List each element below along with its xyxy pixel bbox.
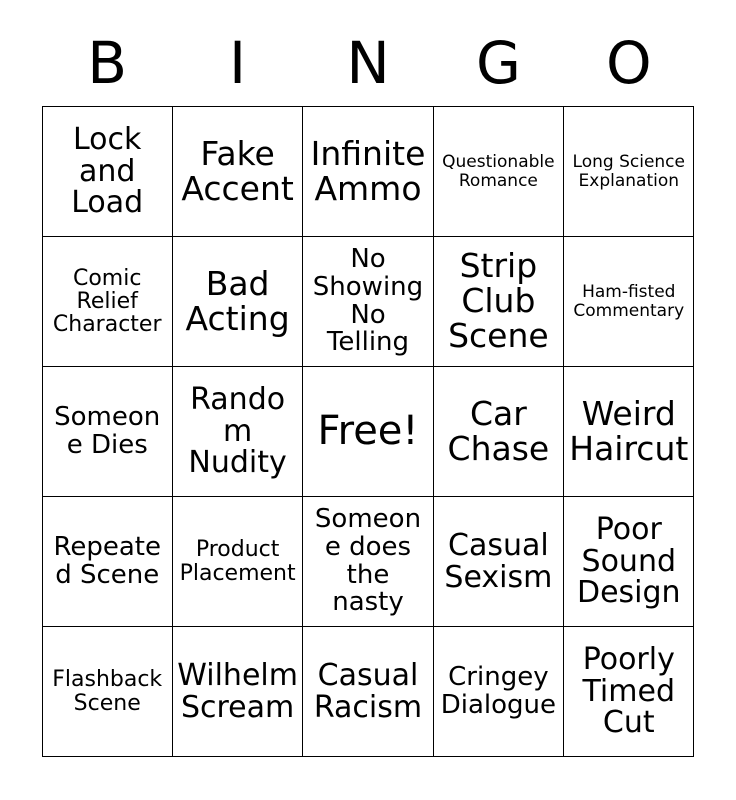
bingo-row	[42, 367, 694, 497]
header-letter-i: I	[229, 29, 247, 97]
bingo-cell[interactable]: Random Nudity	[172, 367, 302, 497]
bingo-cell[interactable]: Casual Sexism	[433, 497, 563, 627]
bingo-cell[interactable]: Product Placement	[172, 497, 302, 627]
bingo-row	[42, 237, 694, 367]
header-letter-o: O	[606, 29, 652, 97]
header-letter-b: B	[87, 29, 128, 97]
bingo-row	[42, 627, 694, 757]
bingo-grid	[42, 106, 695, 757]
bingo-cell[interactable]: Questionable Romance	[433, 107, 563, 237]
bingo-cell[interactable]: Lock and Load	[42, 107, 172, 237]
bingo-header	[42, 0, 694, 100]
header-letter-n: N	[346, 29, 390, 97]
bingo-cell[interactable]: Strip Club Scene	[433, 237, 563, 367]
bingo-cell[interactable]: Someone does the nasty	[303, 497, 433, 627]
bingo-cell[interactable]: Ham-fisted Commentary	[564, 237, 694, 367]
bingo-cell[interactable]: Casual Racism	[303, 627, 433, 757]
bingo-cell[interactable]: Fake Accent	[172, 107, 302, 237]
bingo-cell[interactable]: Repeated Scene	[42, 497, 172, 627]
bingo-cell-free[interactable]: Free!	[303, 367, 433, 497]
bingo-cell[interactable]: Weird Haircut	[564, 367, 694, 497]
bingo-cell[interactable]: Poor Sound Design	[564, 497, 694, 627]
bingo-cell[interactable]: Long Science Explanation	[564, 107, 694, 237]
bingo-row	[42, 497, 694, 627]
bingo-cell[interactable]: Comic Relief Character	[42, 237, 172, 367]
bingo-cell[interactable]: Someone Dies	[42, 367, 172, 497]
bingo-cell[interactable]: No Showing No Telling	[303, 237, 433, 367]
bingo-cell[interactable]: Wilhelm Scream	[172, 627, 302, 757]
bingo-cell[interactable]: Cringey Dialogue	[433, 627, 563, 757]
bingo-row	[42, 107, 694, 237]
bingo-cell[interactable]: Infinite Ammo	[303, 107, 433, 237]
bingo-cell[interactable]: Flashback Scene	[42, 627, 172, 757]
header-letter-g: G	[475, 29, 521, 97]
bingo-cell[interactable]: Car Chase	[433, 367, 563, 497]
bingo-cell[interactable]: Poorly Timed Cut	[564, 627, 694, 757]
bingo-cell[interactable]: Bad Acting	[172, 237, 302, 367]
